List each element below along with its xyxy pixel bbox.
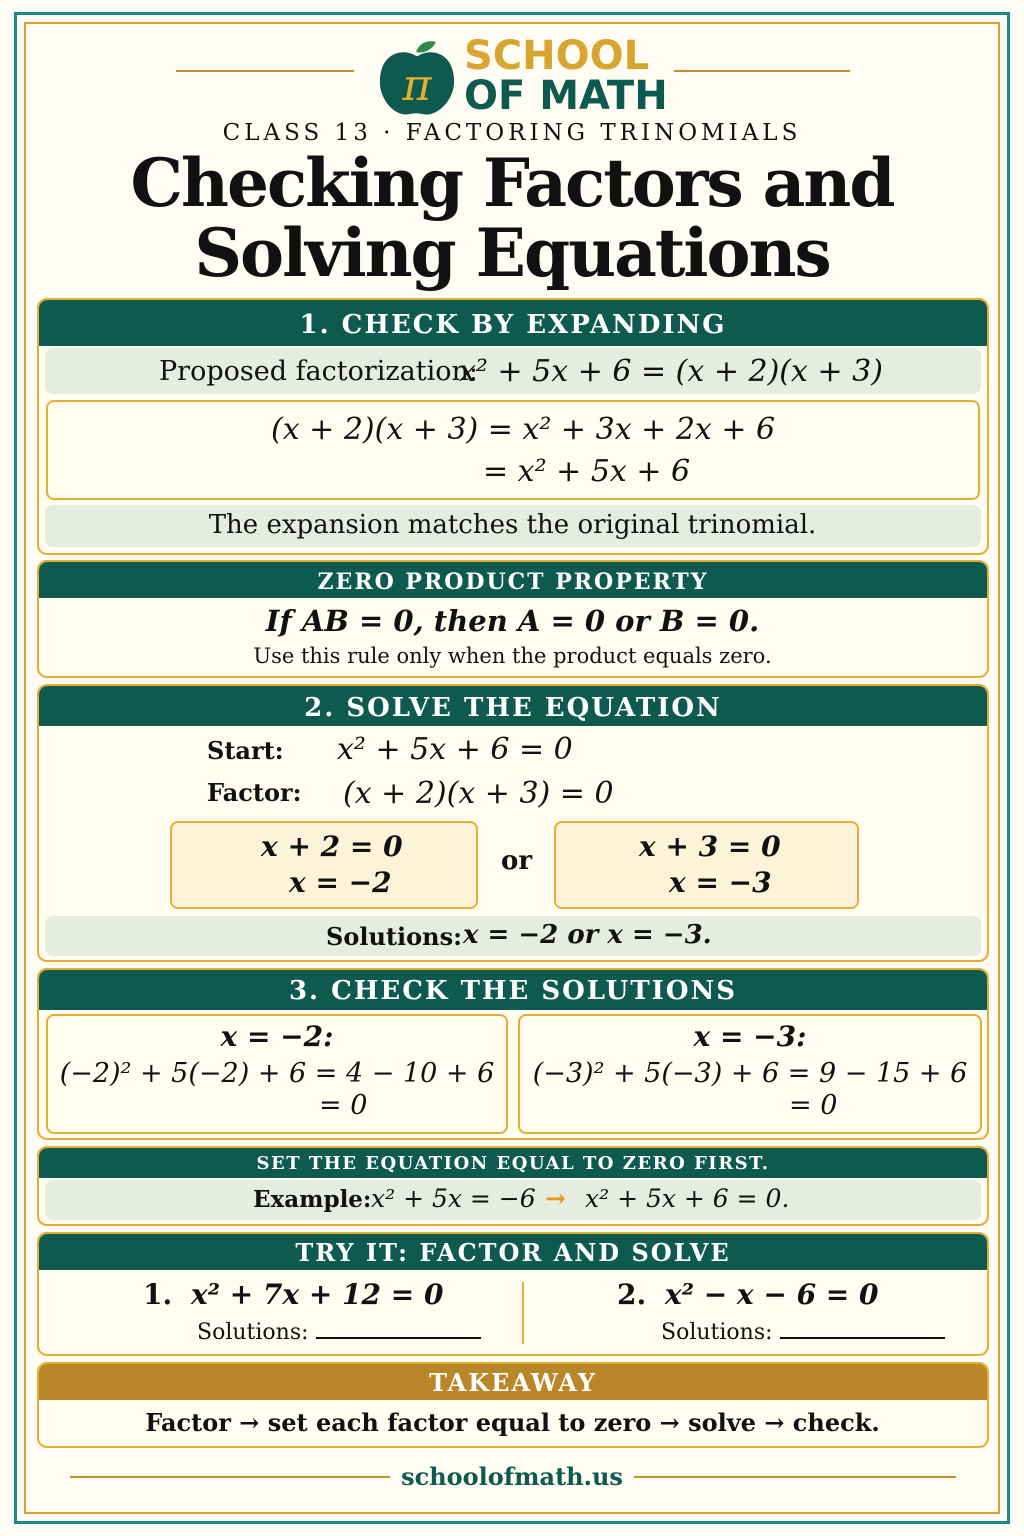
title-line-1: Checking Factors and [130,144,894,222]
check-right-heading: x = −3: [693,1020,807,1053]
header-rule-right [674,70,850,72]
check-left-line-1: (−2)² + 5(−2) + 6 = 4 − 10 + 6 [59,1058,495,1089]
check-left-heading: x = −2: [220,1020,334,1053]
problem-1-number: 1. [143,1278,173,1311]
check-right-line-2: = 0 [789,1090,838,1121]
left-eq-line-2: x = −2 [289,866,392,899]
class-label: CLASS 13 · FACTORING TRINOMIALS [222,120,802,146]
section-3-header: 3. CHECK THE SOLUTIONS [39,970,987,1010]
right-eq-line-1: x + 3 = 0 [639,830,781,863]
expansion-line-2: = x² + 5x + 6 [483,454,691,489]
problem-1-solutions-label [197,1320,481,1345]
expansion-line-1: (x + 2)(x + 3) = x² + 3x + 2x + 6 [271,412,776,447]
left-eq-line-1: x + 2 = 0 [261,830,403,863]
start-expression: x² + 5x + 6 = 0 [337,732,573,767]
page-title [0,144,1024,292]
takeaway-panel [37,1362,989,1448]
right-eq-line-2: x = −3 [669,866,772,899]
check-left-line-2: = 0 [319,1090,368,1121]
zero-product-header: ZERO PRODUCT PROPERTY [39,562,987,598]
problem-2-label-text: Solutions: [661,1320,773,1345]
factor-expression: (x + 2)(x + 3) = 0 [343,776,614,811]
apple-icon [376,38,460,118]
example-label: Example: [253,1186,372,1213]
takeaway-header: TAKEAWAY [39,1364,987,1400]
section-1-header: 1. CHECK BY EXPANDING [39,300,987,346]
zero-product-note: Use this rule only when the product equals zero. [253,644,772,668]
pi-symbol: π [402,60,432,111]
solutions-expression: x = −2 or x = −3. [463,920,712,950]
problem-1-expression: x² + 7x + 12 = 0 [191,1278,444,1311]
problem-2-answer-blank[interactable] [780,1321,945,1339]
footer-url[interactable]: schoolofmath.us [401,1462,623,1491]
factor-label: Factor: [207,778,302,807]
problem-2-number: 2. [617,1278,647,1311]
zero-product-rule: If AB = 0, then A = 0 or B = 0. [265,604,760,638]
logo [376,30,676,120]
section-check-solutions [37,968,989,1140]
zero-product-panel [37,560,989,678]
try-it-divider [522,1282,524,1344]
start-label: Start: [207,736,284,765]
check-right-line-1: (−3)² + 5(−3) + 6 = 9 − 15 + 6 [532,1058,968,1089]
example-arrow: → [545,1184,566,1213]
set-zero-header: SET THE EQUATION EQUAL TO ZERO FIRST. [39,1148,987,1178]
proposed-expression: x² + 5x + 6 = (x + 2)(x + 3) [459,354,883,389]
solutions-label: Solutions: [326,922,462,951]
section-2-header: 2. SOLVE THE EQUATION [39,686,987,726]
section-check-expanding [37,298,989,555]
logo-wordmark [464,33,668,119]
example-right: x² + 5x + 6 = 0. [585,1184,790,1213]
section-solve-equation [37,684,989,962]
problem-1-label-text: Solutions: [197,1320,309,1345]
try-it-header: TRY IT: FACTOR AND SOLVE [39,1234,987,1270]
problem-1-answer-blank[interactable] [316,1321,481,1339]
title-line-2: Solving Equations [194,214,830,292]
problem-2-expression: x² − x − 6 = 0 [665,1278,879,1311]
set-zero-panel [37,1146,989,1226]
logo-line-2: OF MATH [464,73,668,119]
match-note: The expansion matches the original trinomial. [208,510,817,540]
header-rule-left [176,70,354,72]
or-label: or [501,846,533,876]
logo-line-1: SCHOOL [464,33,650,79]
takeaway-text: Factor → set each factor equal to zero → solve → check. [145,1408,880,1437]
example-left: x² + 5x = −6 [371,1184,536,1213]
proposed-label: Proposed factorization: [159,356,478,387]
try-it-panel [37,1232,989,1356]
problem-2-solutions-label [661,1320,945,1345]
